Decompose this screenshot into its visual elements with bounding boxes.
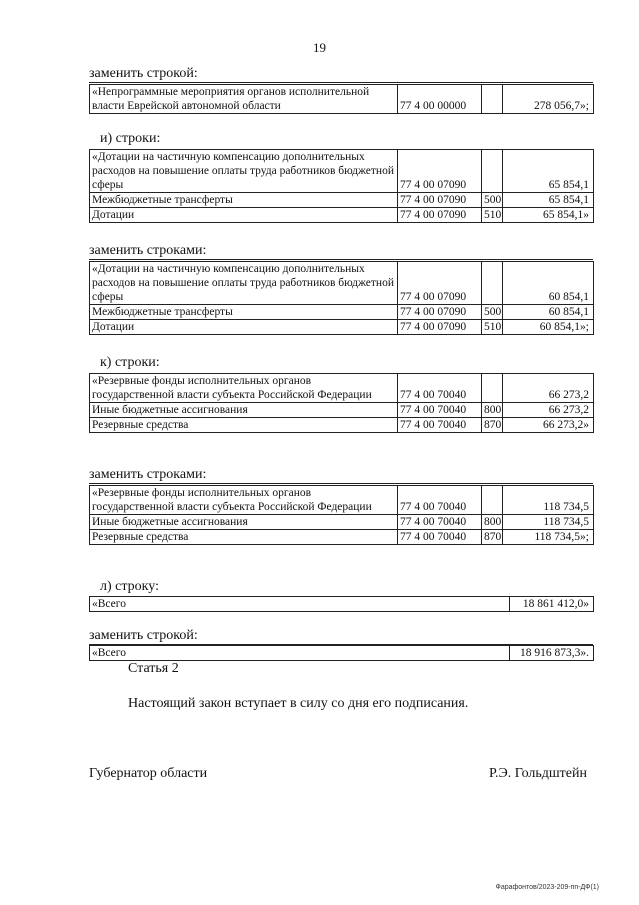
total-label: «Всего [90, 646, 510, 661]
table-row [90, 85, 594, 114]
row-type [482, 262, 503, 305]
row-amount: 66 273,2 [503, 403, 594, 418]
table-row [90, 530, 594, 545]
row-amount: 278 056,7»; [503, 85, 594, 114]
table-row [90, 486, 594, 515]
row-type [482, 85, 503, 114]
section-heading: к) строки: [100, 355, 160, 370]
table-row [90, 597, 594, 612]
row-code: 77 4 00 70040 [398, 403, 482, 418]
row-name: Дотации [90, 208, 398, 223]
row-type [482, 374, 503, 403]
page-number: 19 [313, 40, 326, 55]
row-type [482, 150, 503, 193]
table-row [90, 150, 594, 193]
governor-name: Р.Э. Гольдштейн [488, 766, 587, 781]
table-row [90, 374, 594, 403]
total-amount: 18 861 412,0» [510, 597, 594, 612]
table-row [90, 403, 594, 418]
row-type: 510 [482, 208, 503, 223]
row-name: Иные бюджетные ассигнования [90, 403, 398, 418]
row-type: 870 [482, 530, 503, 545]
row-type: 870 [482, 418, 503, 433]
row-name: Иные бюджетные ассигнования [90, 515, 398, 530]
row-amount: 65 854,1 [503, 193, 594, 208]
row-code: 77 4 00 07090 [398, 320, 482, 335]
row-name: Резервные средства [90, 530, 398, 545]
row-amount: 118 734,5 [503, 515, 594, 530]
row-amount: 60 854,1 [503, 305, 594, 320]
row-name: «Резервные фонды исполнительных органов государственной власти субъекта Российской Федерации [90, 486, 398, 515]
row-type [482, 486, 503, 515]
article-heading: Статья 2 [128, 661, 179, 676]
row-code: 77 4 00 07090 [398, 305, 482, 320]
budget-table [89, 485, 594, 545]
row-code: 77 4 00 70040 [398, 418, 482, 433]
governor-title: Губернатор области [89, 766, 208, 781]
row-name: Резервные средства [90, 418, 398, 433]
row-name: Межбюджетные трансферты [90, 305, 398, 320]
row-code: 77 4 00 70040 [398, 515, 482, 530]
row-name: «Резервные фонды исполнительных органов государственной власти субъекта Российской Федерации [90, 374, 398, 403]
total-label: «Всего [90, 597, 510, 612]
table-row [90, 193, 594, 208]
table-row [90, 515, 594, 530]
section-heading: заменить строками: [89, 467, 593, 484]
section-heading: л) строку: [100, 579, 159, 594]
section-heading: заменить строкой: [89, 628, 593, 645]
row-name: «Непрограммные мероприятия органов исполнительной власти Еврейской автономной области [90, 85, 398, 114]
law-text: Настоящий закон вступает в силу со дня его подписания. [128, 696, 469, 711]
footer-code: Фарафонтов/2023-209-пп-ДФ(1) [495, 884, 599, 891]
row-type: 500 [482, 193, 503, 208]
table-row [90, 320, 594, 335]
row-amount: 118 734,5 [503, 486, 594, 515]
table-row [90, 418, 594, 433]
row-type: 500 [482, 305, 503, 320]
row-amount: 118 734,5»; [503, 530, 594, 545]
row-amount: 66 273,2» [503, 418, 594, 433]
row-type: 510 [482, 320, 503, 335]
table-row [90, 262, 594, 305]
row-name: «Дотации на частичную компенсацию дополнительных расходов на повышение оплаты труда работников бюджетной сферы [90, 150, 398, 193]
section-heading: заменить строкой: [89, 66, 593, 83]
row-amount: 65 854,1 [503, 150, 594, 193]
budget-table [89, 84, 594, 114]
row-type: 800 [482, 515, 503, 530]
table-row [90, 305, 594, 320]
row-code: 77 4 00 70040 [398, 530, 482, 545]
row-name: «Дотации на частичную компенсацию дополнительных расходов на повышение оплаты труда работников бюджетной сферы [90, 262, 398, 305]
row-code: 77 4 00 70040 [398, 486, 482, 515]
row-amount: 60 854,1 [503, 262, 594, 305]
table-row [90, 208, 594, 223]
row-code: 77 4 00 70040 [398, 374, 482, 403]
row-code: 77 4 00 07090 [398, 208, 482, 223]
row-type: 800 [482, 403, 503, 418]
budget-table [89, 149, 594, 223]
budget-table [89, 373, 594, 433]
row-code: 77 4 00 07090 [398, 150, 482, 193]
section-heading: и) строки: [100, 131, 161, 146]
row-name: Межбюджетные трансферты [90, 193, 398, 208]
section-heading: заменить строками: [89, 243, 593, 260]
row-code: 77 4 00 07090 [398, 193, 482, 208]
total-table [89, 596, 594, 612]
table-row [90, 646, 594, 661]
total-amount: 18 916 873,3». [510, 646, 594, 661]
row-name: Дотации [90, 320, 398, 335]
row-amount: 66 273,2 [503, 374, 594, 403]
row-code: 77 4 00 07090 [398, 262, 482, 305]
row-code: 77 4 00 00000 [398, 85, 482, 114]
budget-table [89, 261, 594, 335]
row-amount: 60 854,1»; [503, 320, 594, 335]
row-amount: 65 854,1» [503, 208, 594, 223]
total-table [89, 645, 594, 661]
